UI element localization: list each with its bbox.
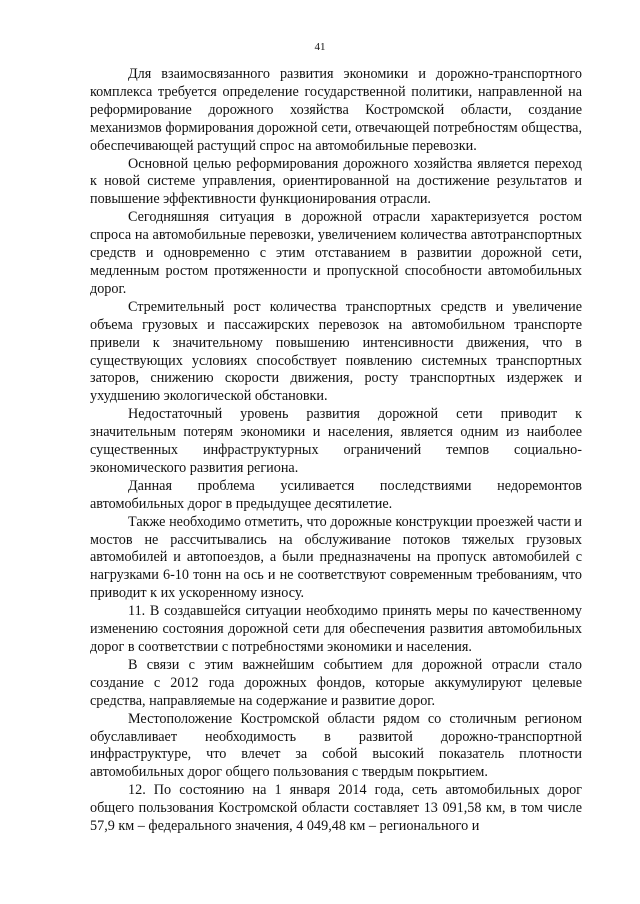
paragraph-10: Местоположение Костромской области рядом со столичным регионом обуславливает необходимость в развитой дорожно-транспортной инфраструктуре, что влечет за собой высокий показатель плотности автомобильных дорог общего пользования с твердым покрытием. [90, 710, 582, 781]
body-text [90, 66, 582, 836]
paragraph-11: 12. По состоянию на 1 января 2014 года, сеть автомобильных дорог общего пользования Костромской области составляет 13 091,58 км, в том числе 57,9 км – федерального значения, 4 049,48 км – регионального и [90, 782, 582, 835]
paragraph-9: В связи с этим важнейшим событием для дорожной отрасли стало создание с 2012 года дорожных фондов, которые аккумулируют целевые средства, направляемые на содержание и развитие дорог. [90, 656, 582, 709]
paragraph-7: Также необходимо отметить, что дорожные конструкции проезжей части и мостов не рассчитывались на обслуживание потоков тяжелых грузовых автомобилей и автопоездов, а были предназначены на пропуск автомобилей с нагрузками 6-10 тонн на ось и не соответствуют современным требованиям, что приводит к их ускоренному износу. [90, 513, 582, 602]
paragraph-4: Стремительный рост количества транспортных средств и увеличение объема грузовых и пассажирских перевозок на автомобильном транспорте привели к значительному повышению интенсивности движения, что в существующих условиях способствует появлению системных транспортных заторов, снижению скорости движения, росту транспортных издержек и ухудшению экологической обстановки. [90, 298, 582, 405]
paragraph-5: Недостаточный уровень развития дорожной сети приводит к значительным потерям экономики и населения, является одним из наиболее существенных инфраструктурных ограничений темпов социально-экономического развития региона. [90, 406, 582, 476]
paragraph-3: Сегодняшняя ситуация в дорожной отрасли характеризуется ростом спроса на автомобильные перевозки, увеличением количества автотранспортных средств и одновременно с этим отставанием в развитии дорожной сети, медленным ростом протяженности и пропускной способности автомобильных дорог. [90, 209, 582, 297]
paragraph-2: Основной целью реформирования дорожного хозяйства является переход к новой системе управления, ориентированной на достижение результатов и повышение эффективности функционирования отрасли. [90, 155, 582, 208]
page-number: 41 [314, 41, 326, 53]
paragraph-1: Для взаимосвязанного развития экономики и дорожно-транспортного комплекса требуется определение государственной политики, направленной на реформирование дорожного хозяйства Костромской области, создание механизмов формирования дорожной сети, отвечающей потребностям общества, обеспечивающей растущий спрос на автомобильные перевозки. [90, 66, 582, 154]
paragraph-6: Данная проблема усиливается последствиями недоремонтов автомобильных дорог в предыдущее десятилетие. [90, 477, 582, 512]
paragraph-8: 11. В создавшейся ситуации необходимо принять меры по качественному изменению состояния дорожной сети для обеспечения развития автомобильных дорог в соответствии с потребностями экономики и населения. [90, 603, 582, 655]
